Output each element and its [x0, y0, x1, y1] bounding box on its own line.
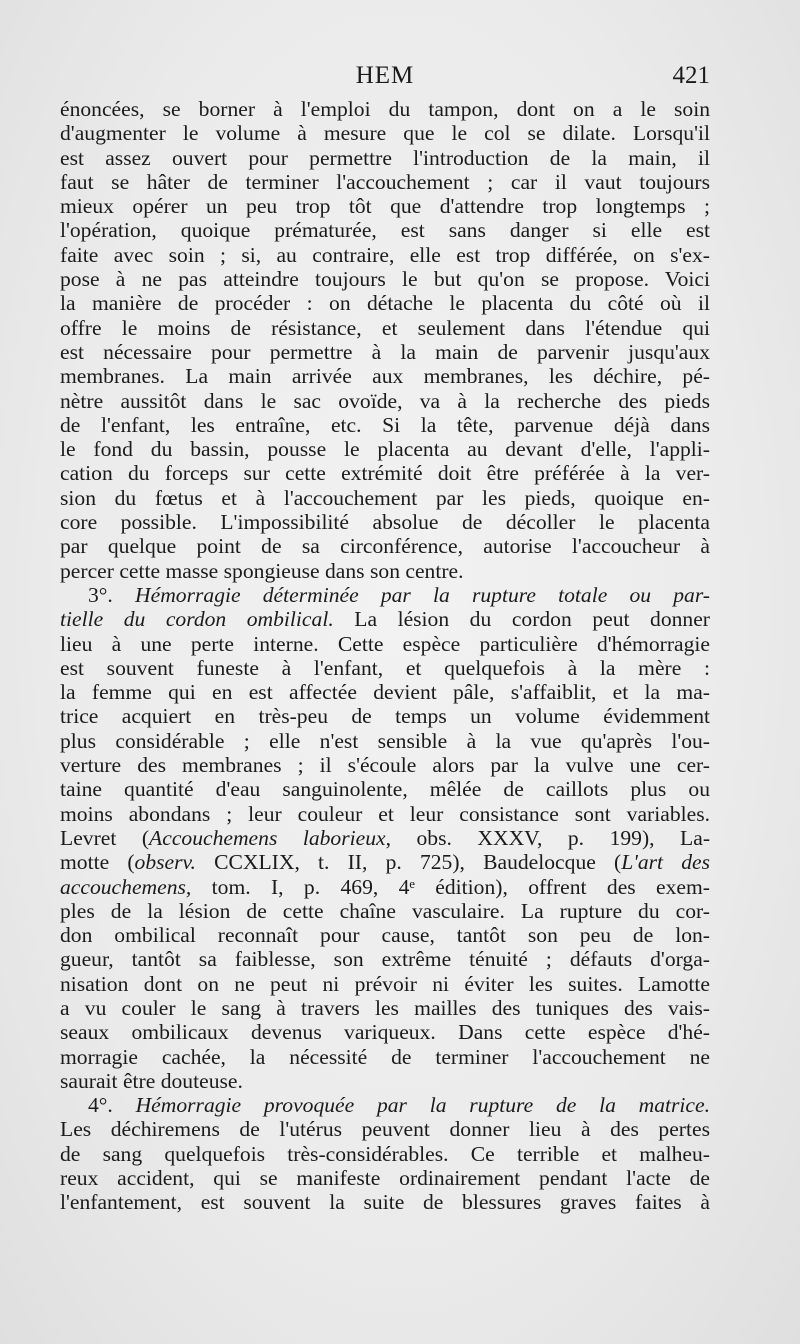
- text-line: nètre aussitôt dans le sac ovoïde, va à la recherche des pieds: [60, 388, 710, 413]
- text-line: taine quantité d'eau sanguinolente, mêlée de caillots plus ou: [60, 777, 710, 802]
- text-line: lieu à une perte interne. Cette espèce particulière d'hémorragie: [60, 631, 710, 656]
- text-line: a vu couler le sang à travers les mailles des tuniques des vais-: [60, 995, 710, 1020]
- text-line: de sang quelquefois très-considérables. Ce terrible et malheu-: [60, 1141, 710, 1166]
- text-line: seaux ombilicaux devenus variqueux. Dans cette espèce d'hé-: [60, 1020, 710, 1045]
- text-line: de l'enfant, les entraîne, etc. Si la tête, parvenue déjà dans: [60, 412, 710, 437]
- text-segment: , obs. XXXV, p. 199), La-: [385, 825, 710, 850]
- text-line: membranes. La main arrivée aux membranes, les déchire, pé-: [60, 364, 710, 389]
- page-number: 421: [672, 62, 710, 89]
- text-line: l'enfantement, est souvent la suite de blessures graves faites à: [60, 1190, 710, 1215]
- italic-text: Hémorragie déterminée par la rupture totale ou par-: [135, 582, 710, 607]
- text-line: gueur, tantôt sa faiblesse, son extrême ténuité ; défauts d'orga-: [60, 947, 710, 972]
- text-segment: La lésion du cordon peut donner: [333, 607, 710, 632]
- text-line: [60, 1093, 710, 1117]
- text-segment: motte (: [60, 850, 135, 875]
- text-line: trice acquiert en très-peu de temps un volume évidemment: [60, 704, 710, 729]
- text-segment: 4°.: [88, 1093, 136, 1118]
- text-line: énoncées, se borner à l'emploi du tampon, dont on a le soin: [60, 97, 710, 121]
- text-line: cation du forceps sur cette extrémité doit être préférée à la ver-: [60, 461, 710, 486]
- running-title: HEM: [355, 62, 415, 89]
- text-line: [60, 607, 710, 631]
- text-line: d'augmenter le volume à mesure que le col se dilate. Lorsqu'il: [60, 121, 710, 146]
- italic-text: accouchemens,: [60, 874, 192, 899]
- text-line: [60, 850, 710, 874]
- text-line: sion du fœtus et à l'accouchement par les pieds, quoique en-: [60, 485, 710, 510]
- text-line: mieux opérer un peu trop tôt que d'attendre trop longtemps ;: [60, 194, 710, 219]
- text-segment: Levret (: [60, 825, 150, 850]
- italic-text: Accouchemens laborieux: [149, 825, 386, 850]
- italic-text: tielle du cordon ombilical.: [60, 607, 334, 632]
- text-segment: tom. I, p. 469, 4ᵉ édition), offrent des exem-: [191, 874, 710, 899]
- text-line: faite avec soin ; si, au contraire, elle est trop différée, on s'ex-: [60, 242, 710, 267]
- body-text: [60, 97, 710, 1215]
- text-segment: 3°.: [88, 582, 136, 607]
- text-line: est souvent funeste à l'enfant, et quelquefois à la mère :: [60, 655, 710, 680]
- text-line: Les déchiremens de l'utérus peuvent donner lieu à des pertes: [60, 1117, 710, 1142]
- text-segment: CCXLIX, t. II, p. 725), Baudelocque (: [195, 850, 622, 875]
- text-line: [60, 826, 710, 850]
- text-line: est nécessaire pour permettre à la main de parvenir jusqu'aux: [60, 339, 710, 364]
- text-line: est assez ouvert pour permettre l'introduction de la main, il: [60, 145, 710, 170]
- italic-text: observ.: [134, 850, 196, 875]
- italic-text: Hémorragie provoquée par la rupture de la matrice.: [135, 1093, 710, 1118]
- italic-text: L'art des: [621, 850, 710, 875]
- text-line: offre le moins de résistance, et seulement dans l'étendue qui: [60, 315, 710, 340]
- text-line: pose à ne pas atteindre toujours le but qu'on se propose. Voici: [60, 267, 710, 292]
- text-line: le fond du bassin, pousse le placenta au devant d'elle, l'appli-: [60, 437, 710, 462]
- text-line: nisation dont on ne peut ni prévoir ni éviter les suites. Lamotte: [60, 971, 710, 996]
- text-line: plus considérable ; elle n'est sensible à la vue qu'après l'ou-: [60, 728, 710, 753]
- text-line: l'opération, quoique prématurée, est sans danger si elle est: [60, 218, 710, 243]
- text-line: percer cette masse spongieuse dans son centre.: [60, 558, 464, 583]
- text-line: reux accident, qui se manifeste ordinairement pendant l'acte de: [60, 1166, 710, 1191]
- text-line: moins abondans ; leur couleur et leur consistance sont variables.: [60, 801, 710, 826]
- text-line: ples de la lésion de cette chaîne vasculaire. La rupture du cor-: [60, 898, 710, 923]
- text-line: verture des membranes ; il s'écoule alors par la vulve une cer-: [60, 753, 710, 778]
- text-line: morragie cachée, la nécessité de terminer l'accouchement ne: [60, 1044, 710, 1069]
- text-line: la femme qui en est affectée devient pâle, s'affaiblit, et la ma-: [60, 680, 710, 705]
- text-line: [60, 875, 710, 899]
- text-line: faut se hâter de terminer l'accouchement ; car il vaut toujours: [60, 169, 710, 194]
- text-line: par quelque point de sa circonférence, autorise l'accoucheur à: [60, 534, 710, 559]
- running-header: [60, 62, 710, 98]
- text-line: la manière de procéder : on détache le placenta du côté où il: [60, 291, 710, 316]
- text-line: saurait être douteuse.: [60, 1068, 243, 1093]
- text-line: [60, 583, 710, 607]
- text-line: don ombilical reconnaît pour cause, tantôt son peu de lon-: [60, 923, 710, 948]
- text-line: core possible. L'impossibilité absolue de décoller le placenta: [60, 510, 710, 535]
